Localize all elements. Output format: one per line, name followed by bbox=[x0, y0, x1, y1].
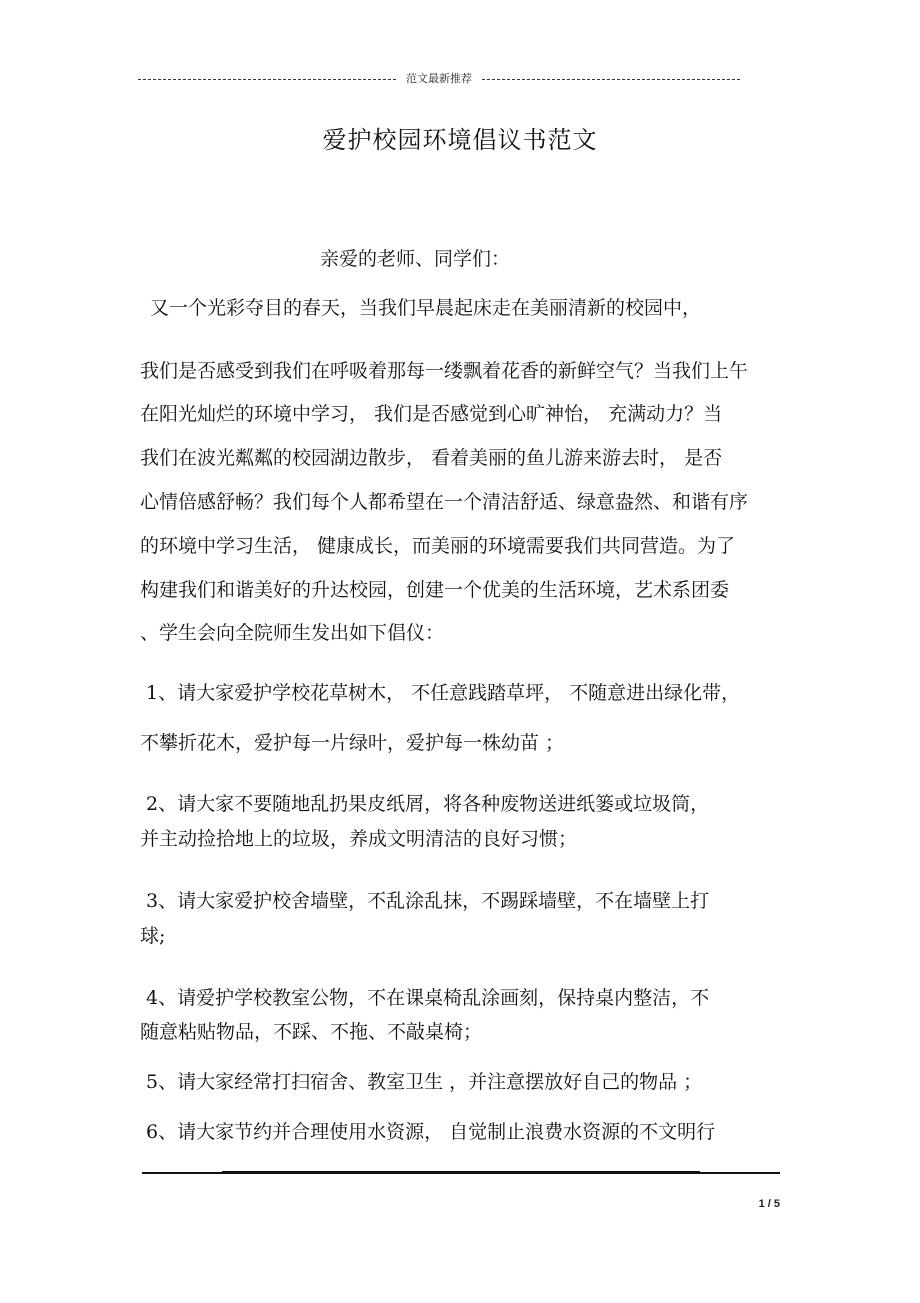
item-6-line-1: 6、请大家节约并合理使用水资源， 自觉制止浪费水资源的不文明行 bbox=[146, 1121, 716, 1143]
header-dashes-right bbox=[482, 79, 740, 80]
document-title: 爱护校园环境倡议书范文 bbox=[322, 126, 598, 154]
page-header bbox=[138, 70, 740, 88]
item-4-line-2: 随意粘贴物品，不踩、不拖、不敲桌椅； bbox=[140, 1021, 483, 1043]
salutation: 亲爱的老师、同学们： bbox=[320, 248, 511, 270]
body-line-4: 我们在波光粼粼的校园湖边散步， 看着美丽的鱼儿游来游去时， 是否 bbox=[140, 447, 723, 469]
item-2-line-1: 2、请大家不要随地乱扔果皮纸屑，将各种废物送进纸篓或垃圾筒， bbox=[146, 793, 710, 815]
item-3-line-1: 3、请大家爱护校舍墙壁，不乱涂乱抹，不踢踩墙壁，不在墙壁上打 bbox=[146, 890, 710, 912]
footer-rule bbox=[142, 1172, 780, 1174]
body-line-3: 在阳光灿烂的环境中学习， 我们是否感觉到心旷神怡， 充满动力？当 bbox=[140, 403, 723, 425]
item-2-line-2: 并主动捡拾地上的垃圾，养成文明清洁的良好习惯； bbox=[140, 828, 578, 850]
item-5-line-1: 5、请大家经常打扫宿舍、教室卫生 ，并注意摆放好自己的物品 ； bbox=[146, 1071, 703, 1093]
body-line-7: 构建我们和谐美好的升达校园，创建一个优美的生活环境，艺术系团委 bbox=[140, 579, 730, 601]
page-number: 1 / 5 bbox=[758, 1198, 780, 1210]
item-1-line-1: 1、请大家爱护学校花草树木， 不任意践踏草坪， 不随意进出绿化带， bbox=[146, 682, 741, 704]
body-line-1: 又一个光彩夺目的春天，当我们早晨起床走在美丽清新的校园中， bbox=[150, 297, 702, 319]
item-1-line-2: 不攀折花木，爱护每一片绿叶，爱护每一株幼苗 ； bbox=[140, 732, 565, 754]
item-4-line-1: 4、请爱护学校教室公物，不在课桌椅乱涂画刻，保持桌内整洁，不 bbox=[146, 987, 710, 1009]
item-3-line-2: 球; bbox=[140, 925, 166, 947]
header-dashes-left bbox=[138, 79, 396, 80]
body-line-5: 心情倍感舒畅？我们每个人都希望在一个清洁舒适、绿意盎然、和谐有序 bbox=[140, 491, 749, 513]
header-text: 范文最新推荐 bbox=[406, 72, 472, 85]
body-line-6: 的环境中学习生活， 健康成长，而美丽的环境需要我们共同营造。为了 bbox=[140, 535, 736, 557]
body-line-8: 、学生会向全院师生发出如下倡仪： bbox=[140, 622, 445, 644]
body-line-2: 我们是否感受到我们在呼吸着那每一缕飘着花香的新鲜空气？当我们上午 bbox=[140, 360, 749, 382]
